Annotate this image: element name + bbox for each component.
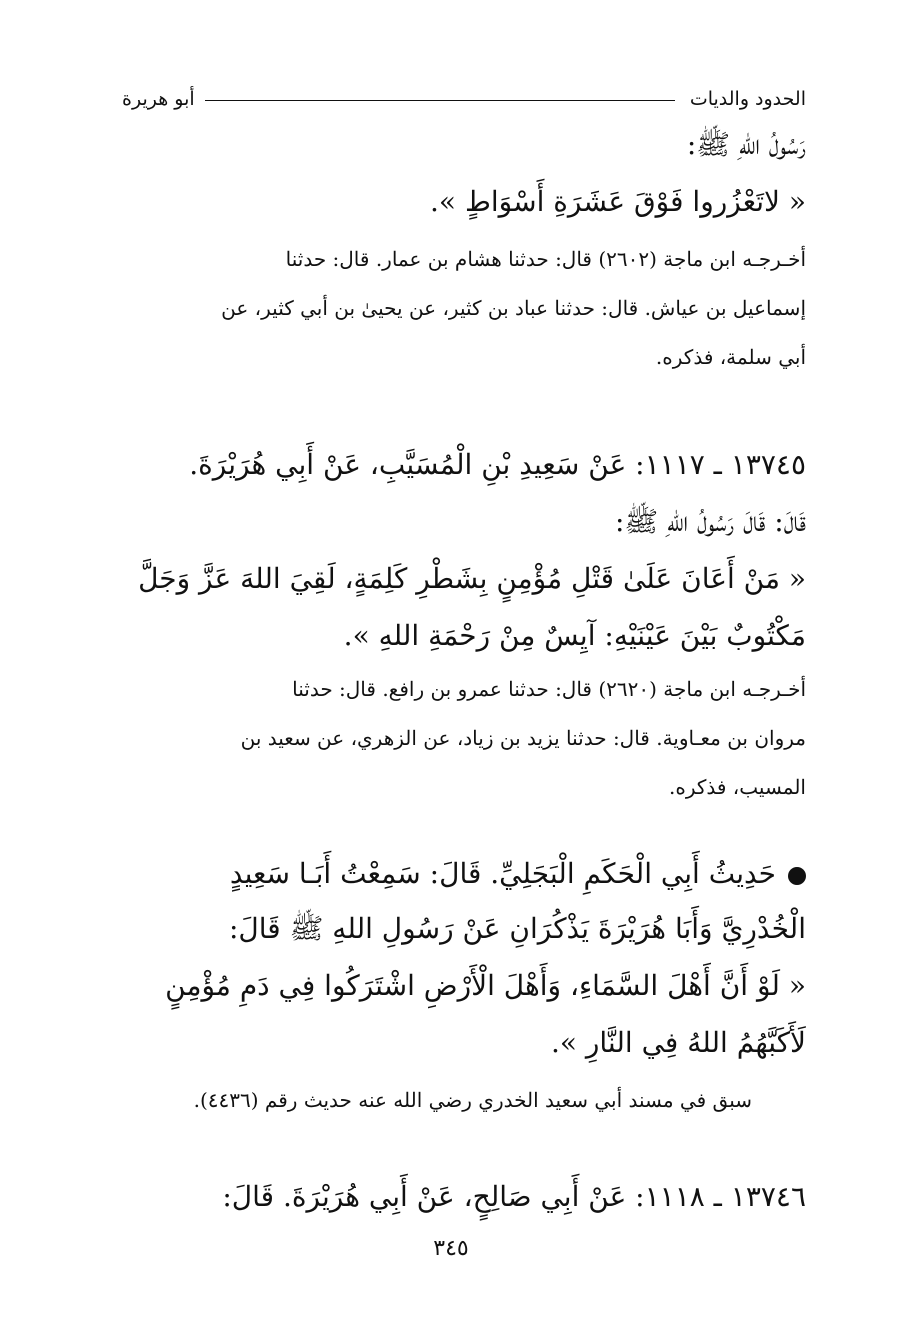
hadith-heading: ١٣٧٤٦ ـ ١١١٨: عَنْ أَبِي صَالِحٍ، عَنْ أَبِي هُرَيْرَةَ. قَالَ:	[222, 1180, 806, 1213]
hadith-text: لَأَكَبَّهُمُ اللهُ فِي النَّارِ ».	[550, 1026, 806, 1059]
running-header-chapter: الحدود والديات	[689, 88, 806, 110]
text-line: رَسُولُ اللهِ ﷺ:	[686, 128, 806, 161]
section-heading-text: حَدِيثُ أَبِي الْحَكَمِ الْبَجَلِيِّ. قَالَ: سَمِعْتُ أَبَـا سَعِيدٍ	[229, 857, 776, 890]
section-heading	[230, 857, 806, 890]
hadith-text: « لَوْ أَنَّ أَهْلَ السَّمَاءِ، وَأَهْلَ الْأَرْضِ اشْتَرَكُوا فِي دَمِ مُؤْمِنٍ	[165, 969, 806, 1002]
running-header-musnad: أبو هريرة	[122, 88, 195, 110]
hadith-text: « لاتَعْزُروا فَوْقَ عَشَرَةِ أَسْوَاطٍ ».	[430, 185, 806, 218]
takhrij-note: مروان بن معـاوية. قال: حدثنا يزيد بن زياد، عن الزهري، عن سعيد بن	[240, 726, 806, 750]
bullet-icon	[788, 867, 806, 885]
text-line: قَالَ: قَالَ رَسُولُ اللهِ ﷺ:	[614, 505, 806, 538]
text-line: الْخُدْرِيَّ وَأَبَا هُرَيْرَةَ يَذْكُرَانِ عَنْ رَسُولِ اللهِ ﷺ قَالَ:	[228, 912, 806, 945]
takhrij-note: أخـرجـه ابن ماجة (٢٦٢٠) قال: حدثنا عمرو بن رافع. قال: حدثنا	[292, 677, 806, 701]
takhrij-note: إسماعيل بن عياش. قال: حدثنا عباد بن كثير، عن يحيىٰ بن أبي كثير، عن	[221, 296, 806, 320]
hadith-text: مَكْتُوبٌ بَيْنَ عَيْنَيْهِ: آيِسٌ مِنْ رَحْمَةِ اللهِ ».	[343, 619, 806, 652]
hadith-text: « مَنْ أَعَانَ عَلَىٰ قَتْلِ مُؤْمِنٍ بِشَطْرِ كَلِمَةٍ، لَقِيَ اللهَ عَزَّ وَجَلَّ	[138, 562, 806, 595]
page-number: ٣٤٥	[433, 1236, 469, 1261]
hadith-heading: ١٣٧٤٥ ـ ١١١٧: عَنْ سَعِيدِ بْنِ الْمُسَيَّبِ، عَنْ أَبِي هُرَيْرَةَ.	[189, 448, 806, 481]
cross-reference-note: سبق في مسند أبي سعيد الخدري رضي الله عنه حديث رقم (٤٤٣٦).	[193, 1088, 752, 1112]
takhrij-note: أبي سلمة، فذكره.	[655, 345, 806, 369]
header-rule	[205, 100, 675, 101]
takhrij-note: أخـرجـه ابن ماجة (٢٦٠٢) قال: حدثنا هشام بن عمار. قال: حدثنا	[285, 247, 806, 271]
takhrij-note: المسيب، فذكره.	[669, 775, 806, 799]
